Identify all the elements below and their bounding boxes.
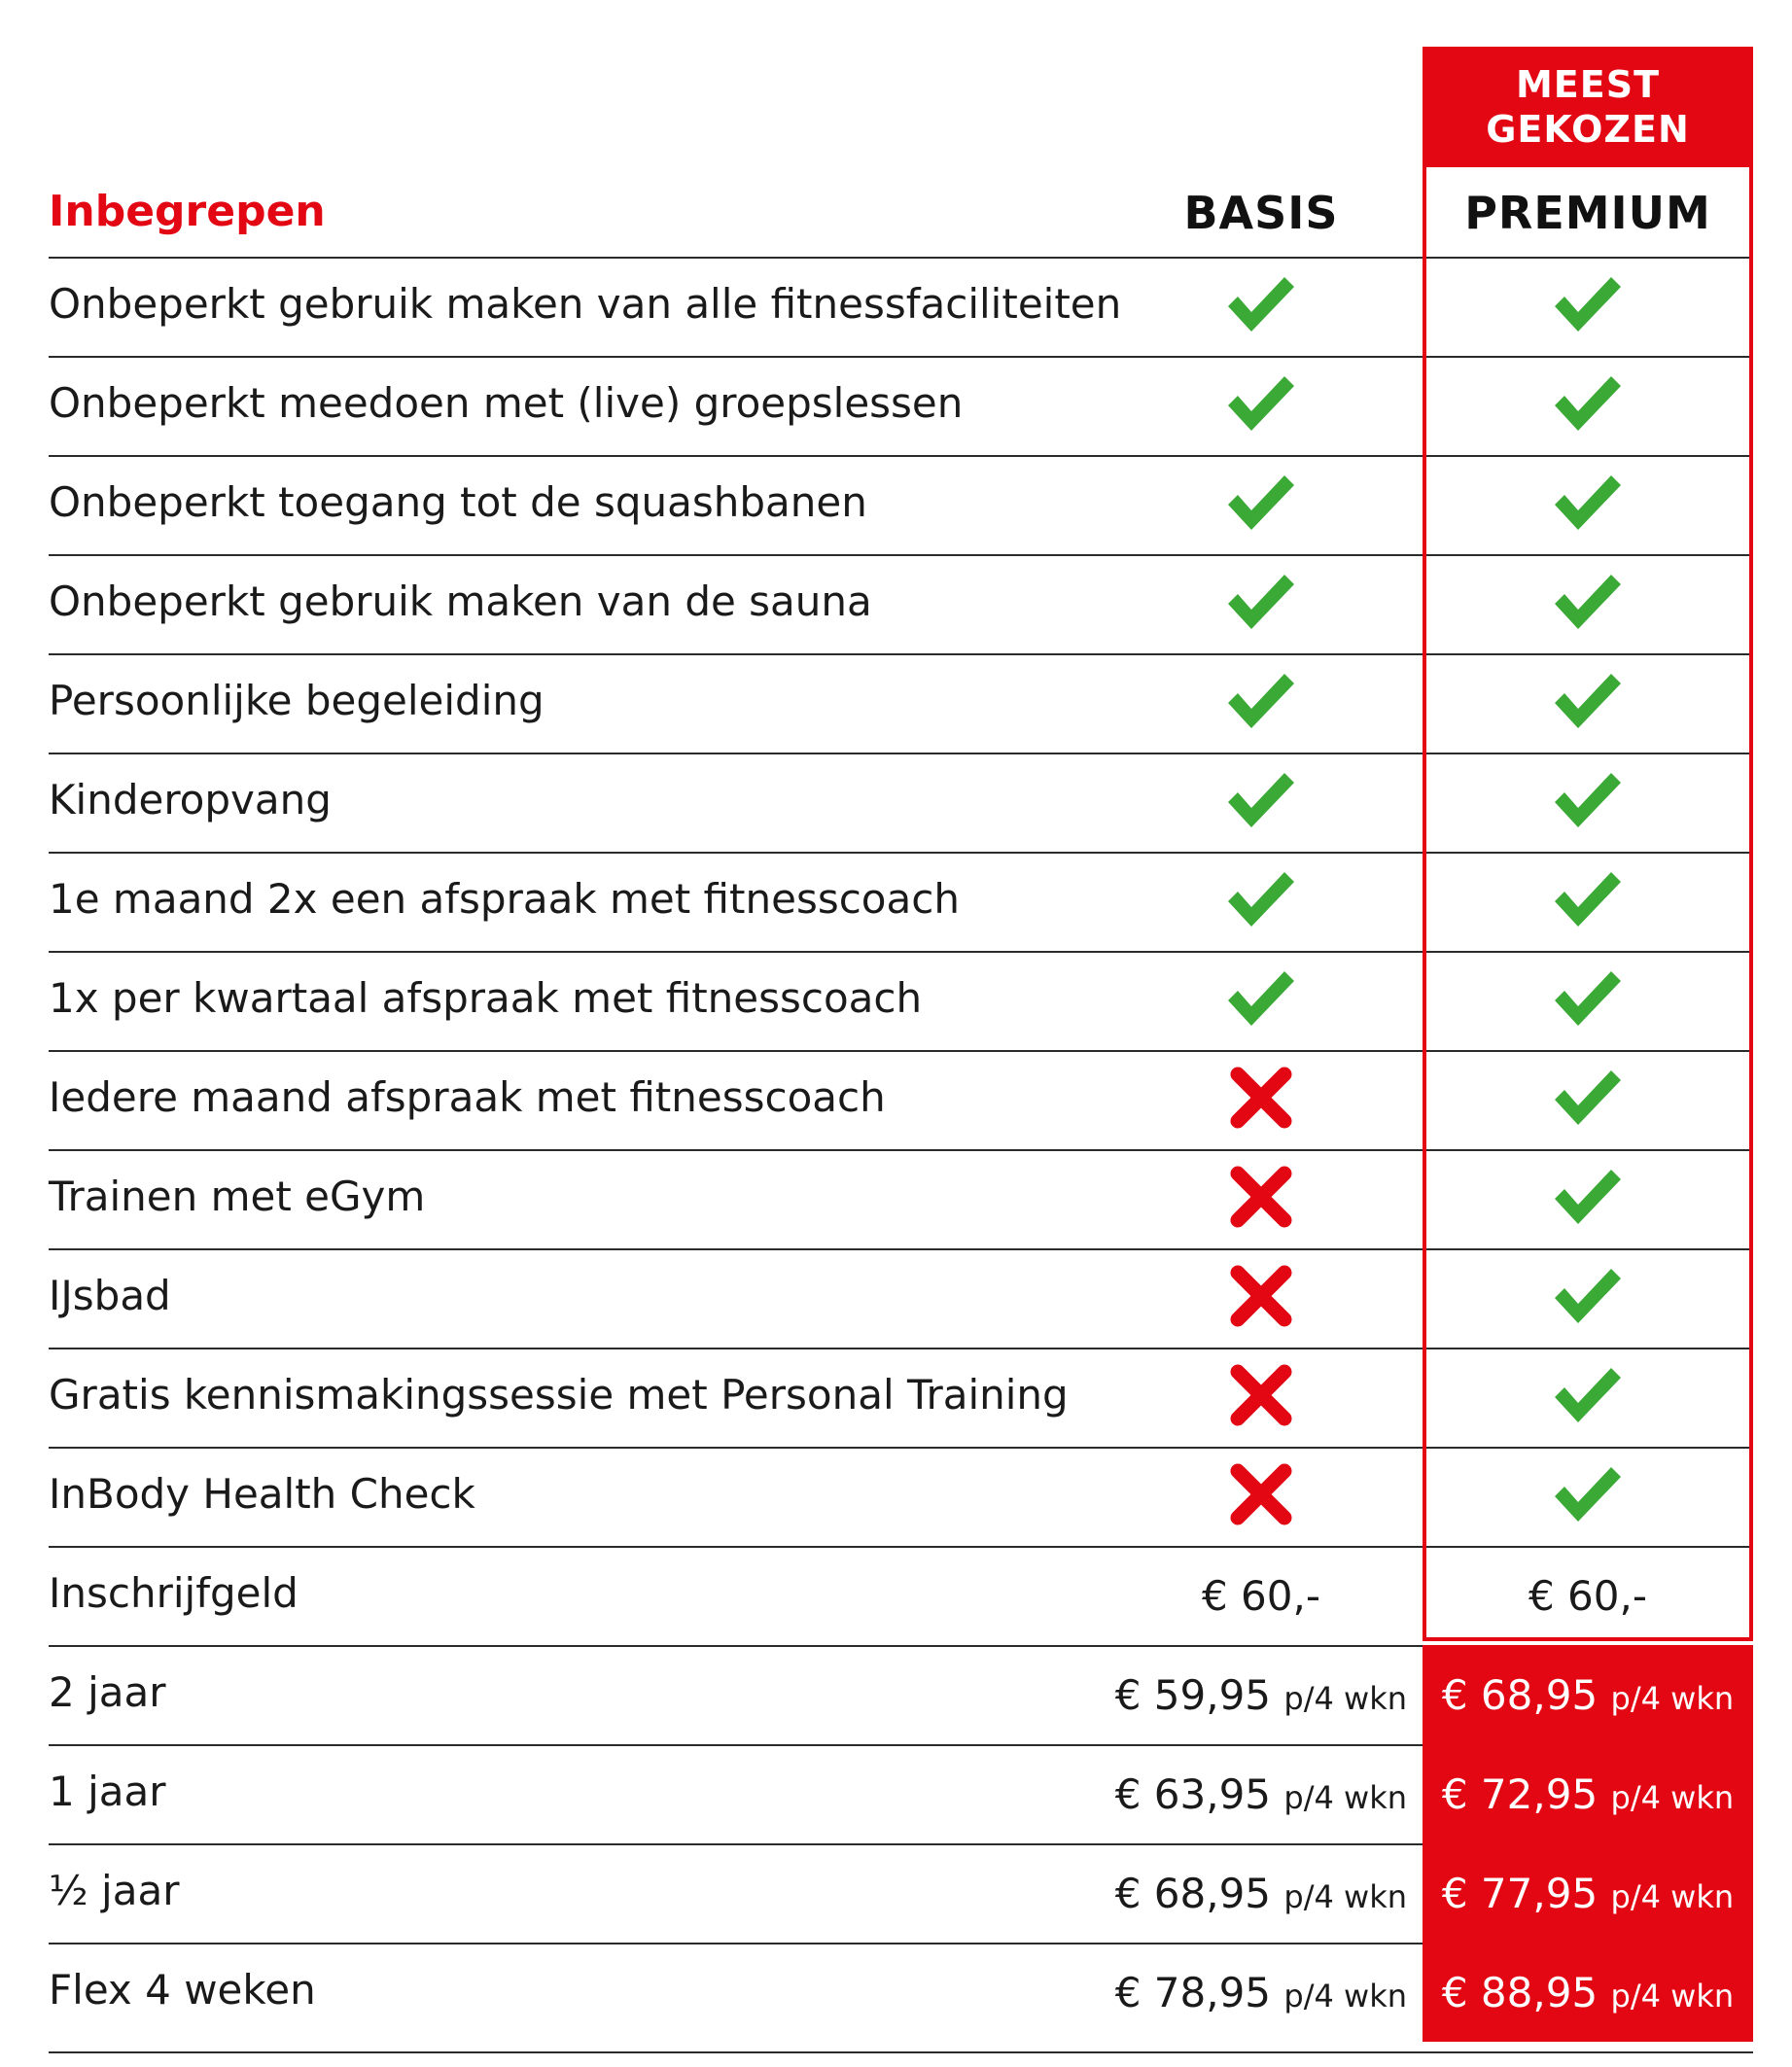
basis-cell (1115, 951, 1407, 1050)
check-icon (1224, 470, 1298, 540)
basis-fee-value: € 60,- (1201, 1571, 1321, 1620)
premium-cell (1423, 653, 1753, 753)
table-row (49, 257, 1753, 356)
basis-column-heading: BASIS (1183, 187, 1339, 239)
basis-cell (1115, 1050, 1407, 1149)
price-row (49, 1744, 1753, 1843)
badge-line-2: GEKOZEN (1486, 108, 1690, 151)
basis-cell (1115, 1149, 1407, 1248)
table-bottom-divider (49, 2051, 1753, 2053)
registration-fee-row (49, 1546, 1753, 1645)
basis-price-cell (1115, 1943, 1407, 2042)
check-icon (1551, 1065, 1625, 1135)
premium-fee-cell (1423, 1546, 1753, 1645)
basis-price (1115, 1770, 1407, 1818)
premium-cell (1423, 852, 1753, 951)
price-amount: € 59,95 (1114, 1670, 1272, 1719)
price-unit: p/4 wkn (1283, 1877, 1407, 1915)
table-row (49, 1447, 1753, 1546)
table-row (49, 1050, 1753, 1149)
basis-cell (1115, 356, 1407, 455)
basis-price-cell (1115, 1645, 1407, 1744)
premium-cell (1423, 951, 1753, 1050)
price-unit: p/4 wkn (1283, 1977, 1407, 2014)
row-label: 1 jaar (49, 1768, 166, 1815)
basis-cell (1115, 1348, 1407, 1447)
price-amount: € 68,95 (1114, 1869, 1272, 1917)
premium-price-cell (1423, 1843, 1753, 1943)
premium-cell (1423, 753, 1753, 852)
check-icon (1224, 866, 1298, 936)
premium-cell (1423, 257, 1753, 356)
price-amount: € 72,95 (1441, 1769, 1599, 1818)
basis-cell (1115, 753, 1407, 852)
price-row (49, 1843, 1753, 1943)
cross-icon (1224, 1263, 1298, 1333)
table-row (49, 455, 1753, 554)
price-unit: p/4 wkn (1283, 1679, 1407, 1717)
price-unit: p/4 wkn (1610, 1877, 1735, 1915)
badge-line-1: MEEST (1515, 63, 1661, 106)
cross-icon (1224, 1164, 1298, 1234)
basis-price (1115, 1870, 1407, 1917)
check-icon (1551, 1164, 1625, 1234)
cross-icon (1224, 1362, 1298, 1432)
table-row (49, 753, 1753, 852)
check-icon (1224, 668, 1298, 738)
premium-price (1442, 1671, 1734, 1719)
check-icon (1551, 1362, 1625, 1432)
basis-cell (1115, 257, 1407, 356)
table-row (49, 554, 1753, 653)
check-icon (1551, 866, 1625, 936)
check-icon (1224, 569, 1298, 639)
basis-cell (1115, 554, 1407, 653)
premium-price (1442, 1870, 1734, 1917)
row-label: 1x per kwartaal afspraak met fitnesscoach (49, 974, 923, 1022)
table-row (49, 653, 1753, 753)
premium-cell (1423, 1149, 1753, 1248)
check-icon (1551, 767, 1625, 837)
row-label: Inschrijfgeld (49, 1569, 299, 1617)
basis-cell (1115, 852, 1407, 951)
price-unit: p/4 wkn (1283, 1778, 1407, 1816)
cross-icon (1224, 1461, 1298, 1531)
row-label: ½ jaar (49, 1867, 180, 1914)
price-row (49, 1645, 1753, 1744)
check-icon (1224, 271, 1298, 341)
row-label: 2 jaar (49, 1668, 166, 1716)
cross-icon (1224, 1065, 1298, 1135)
check-icon (1551, 668, 1625, 738)
basis-price (1115, 1969, 1407, 2016)
check-icon (1224, 370, 1298, 440)
price-amount: € 68,95 (1441, 1670, 1599, 1719)
premium-price-cell (1423, 1943, 1753, 2042)
price-amount: € 88,95 (1441, 1968, 1599, 2016)
check-icon (1224, 767, 1298, 837)
price-row (49, 1943, 1753, 2042)
basis-price (1115, 1671, 1407, 1719)
premium-price-cell (1423, 1744, 1753, 1843)
row-label: Gratis kennismakingssessie met Personal Training (49, 1371, 1069, 1419)
row-label: Iedere maand afspraak met fitnesscoach (49, 1073, 886, 1121)
price-unit: p/4 wkn (1610, 1778, 1735, 1816)
table-row (49, 852, 1753, 951)
row-label: Kinderopvang (49, 776, 332, 823)
basis-fee-cell (1115, 1546, 1407, 1645)
row-label: Persoonlijke begeleiding (49, 677, 545, 724)
included-heading: Inbegrepen (49, 187, 326, 236)
price-amount: € 63,95 (1114, 1769, 1272, 1818)
row-label: Onbeperkt meedoen met (live) groepslessen (49, 379, 964, 427)
row-label: 1e maand 2x een afspraak met fitnesscoach (49, 875, 960, 923)
premium-cell (1423, 356, 1753, 455)
basis-price-cell (1115, 1744, 1407, 1843)
table-row (49, 951, 1753, 1050)
check-icon (1551, 965, 1625, 1035)
price-unit: p/4 wkn (1610, 1977, 1735, 2014)
basis-cell (1115, 455, 1407, 554)
row-label: IJsbad (49, 1272, 171, 1319)
premium-cell (1423, 455, 1753, 554)
most-chosen-badge (1423, 47, 1753, 167)
row-label: Onbeperkt toegang tot de squashbanen (49, 478, 867, 526)
premium-cell (1423, 1050, 1753, 1149)
premium-cell (1423, 1447, 1753, 1546)
row-label: Flex 4 weken (49, 1966, 316, 2014)
check-icon (1551, 1263, 1625, 1333)
row-label: InBody Health Check (49, 1470, 475, 1518)
price-amount: € 78,95 (1114, 1968, 1272, 2016)
basis-price-cell (1115, 1843, 1407, 1943)
basis-cell (1115, 653, 1407, 753)
check-icon (1224, 965, 1298, 1035)
premium-fee-value: € 60,- (1528, 1571, 1648, 1620)
check-icon (1551, 370, 1625, 440)
premium-cell (1423, 554, 1753, 653)
premium-price (1442, 1969, 1734, 2016)
premium-price (1442, 1770, 1734, 1818)
check-icon (1551, 569, 1625, 639)
table-row (49, 1248, 1753, 1348)
basis-cell (1115, 1248, 1407, 1348)
check-icon (1551, 271, 1625, 341)
table-row (49, 1149, 1753, 1248)
row-label: Onbeperkt gebruik maken van de sauna (49, 578, 872, 625)
table-row (49, 356, 1753, 455)
price-amount: € 77,95 (1441, 1869, 1599, 1917)
premium-price-cell (1423, 1645, 1753, 1744)
table-row (49, 1348, 1753, 1447)
row-label: Trainen met eGym (49, 1173, 426, 1220)
price-unit: p/4 wkn (1610, 1679, 1735, 1717)
basis-cell (1115, 1447, 1407, 1546)
premium-cell (1423, 1248, 1753, 1348)
check-icon (1551, 1461, 1625, 1531)
row-label: Onbeperkt gebruik maken van alle fitnessfaciliteiten (49, 280, 1122, 328)
check-icon (1551, 470, 1625, 540)
table-header (49, 167, 1753, 257)
premium-column-heading: PREMIUM (1464, 187, 1711, 239)
premium-cell (1423, 1348, 1753, 1447)
